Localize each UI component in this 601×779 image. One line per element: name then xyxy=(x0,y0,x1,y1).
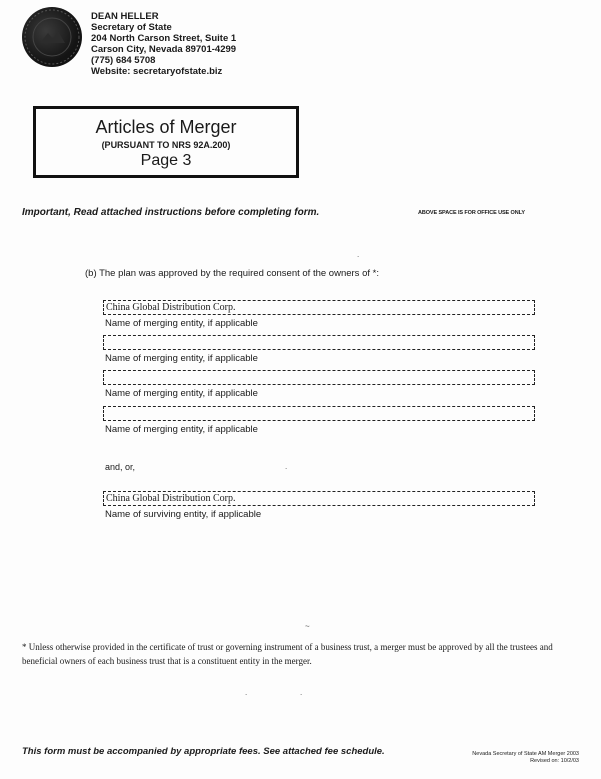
secretary-header xyxy=(91,11,236,77)
and-or-text: and, or, xyxy=(105,462,136,472)
revision-date: Revised on: 10/2/03 xyxy=(530,758,579,764)
merging-entity-field-4[interactable] xyxy=(103,406,535,421)
merging-entity-label-4: Name of merging entity, if applicable xyxy=(105,424,258,435)
address-line-1: 204 North Carson Street, Suite 1 xyxy=(91,33,237,44)
merging-entity-field-2[interactable] xyxy=(103,335,535,350)
page-number: Page 3 xyxy=(140,152,192,169)
footnote: * Unless otherwise provided in the certificate of trust or governing instrument of a business trust, a merger must be approved by all the trustees and beneficial owners of each business trust that is a constituent entity in the merger. xyxy=(22,642,553,666)
merging-entity-field-1[interactable]: China Global Distribution Corp. xyxy=(103,300,535,315)
surviving-entity-label: Name of surviving entity, if applicable xyxy=(105,509,262,520)
form-id: Nevada Secretary of State AM Merger 2003 xyxy=(472,751,579,757)
merging-entity-label-2: Name of merging entity, if applicable xyxy=(105,353,258,364)
merging-entity-label-3: Name of merging entity, if applicable xyxy=(105,388,258,399)
plan-statement: (b) The plan was approved by the required consent of the owners of *: xyxy=(85,268,379,279)
form-title: Articles of Merger xyxy=(95,117,237,137)
speck: . xyxy=(357,250,360,259)
important-instructions: Important, Read attached instructions before completing form. xyxy=(22,207,320,218)
form-id-block xyxy=(472,751,579,765)
secretary-name: DEAN HELLER xyxy=(91,11,159,22)
secretary-title: Secretary of State xyxy=(91,22,172,33)
speck: . xyxy=(285,462,288,471)
form-title-box xyxy=(33,106,299,178)
speck: . xyxy=(245,688,248,697)
speck: ~ xyxy=(305,622,310,631)
merging-entity-label-1: Name of merging entity, if applicable xyxy=(105,318,258,329)
website: Website: secretaryofstate.biz xyxy=(91,66,223,77)
phone: (775) 684 5708 xyxy=(91,55,156,66)
surviving-entity-field[interactable]: China Global Distribution Corp. xyxy=(103,491,535,506)
fee-notice: This form must be accompanied by appropriate fees. See attached fee schedule. xyxy=(22,746,385,757)
address-line-2: Carson City, Nevada 89701-4299 xyxy=(91,44,237,55)
office-use-note: ABOVE SPACE IS FOR OFFICE USE ONLY xyxy=(418,210,525,216)
form-statute: (PURSUANT TO NRS 92A.200) xyxy=(101,140,231,150)
state-seal-icon xyxy=(22,7,82,67)
speck: . xyxy=(300,688,303,697)
merging-entity-field-3[interactable] xyxy=(103,370,535,385)
